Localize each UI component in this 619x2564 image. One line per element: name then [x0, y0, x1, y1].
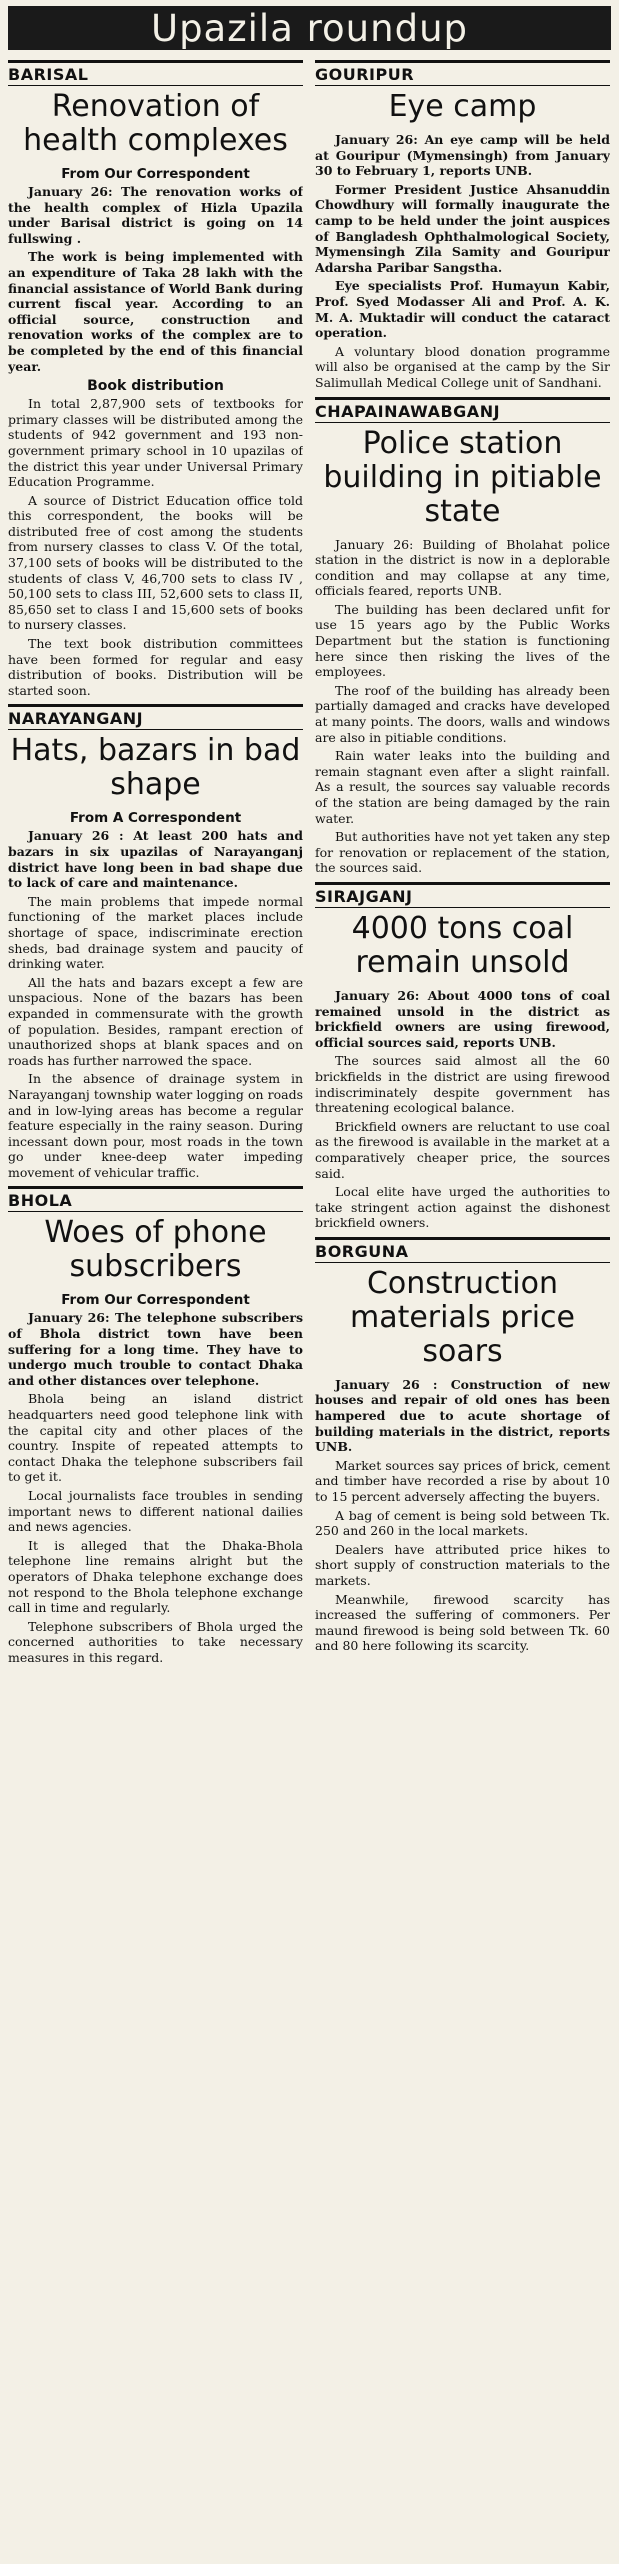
kicker-barisal: BARISAL — [8, 60, 303, 86]
kicker-borguna: BORGUNA — [315, 1237, 610, 1263]
paragraph: All the hats and bazars except a few are unspacious. None of the bazars has been expanded in commensurate with the growth of population. Besides, rampant erection of unauthorized shops at blank spaces and on roads has further narrowed the space. — [8, 974, 303, 1068]
left-column — [8, 56, 303, 1672]
paragraph: Meanwhile, firewood scarcity has increased the suffering of commoners. Per maund firewood is being sold between Tk. 60 and 80 here following its scarcity. — [315, 1591, 610, 1654]
paragraph: It is alleged that the Dhaka-Bhola telephone line remains alright but the operators of Dhaka telephone exchange does not respond to the Bhola telephone exchange call in time and regularly. — [8, 1537, 303, 1616]
headline-borguna: Construction materials price soars — [349, 1265, 576, 1369]
byline-narayanganj: From A Correspondent — [69, 810, 242, 827]
paragraph: The sources said almost all the 60 brickfields in the district are using firewood indiscriminately despite government has threatening ecological balance. — [315, 1053, 610, 1116]
headline-chapainawabganj: Police station building in pitiable state — [323, 425, 602, 529]
right-column — [315, 56, 610, 1672]
paragraph: Local elite have urged the authorities to take stringent action against the dishonest brickfield owners. — [315, 1184, 610, 1231]
paragraph: The text book distribution committees have been formed for regular and easy distribution of books. Distribution will be started soon. — [8, 636, 303, 698]
paragraph: A bag of cement is being sold between Tk. 250 and 260 in the local markets. — [315, 1507, 610, 1539]
section-banner: Upazila roundup — [8, 6, 611, 50]
story-barisal — [8, 60, 303, 698]
paragraph: January 26: An eye camp will be held at Gouripur (Mymensingh) from January 30 to February 1, reports UNB. — [315, 132, 610, 179]
kicker-gouripur: GOURIPUR — [315, 60, 610, 86]
paragraph: Rain water leaks into the building and remain stagnant even after a slight rainfall. As a result, the sources say valuable records of the station are being damaged by the rain water. — [315, 748, 610, 826]
paragraph: Eye specialists Prof. Humayun Kabir, Prof. Syed Modasser Ali and Prof. A. K. M. A. Muktadir will conduct the cataract operation. — [315, 278, 610, 341]
subhead-book-distribution: Book distribution — [87, 378, 224, 395]
headline-bhola: Woes of phone subscribers — [44, 1215, 267, 1285]
paragraph: Market sources say prices of brick, cement and timber have recorded a rise by about 10 to 15 percent adversely affecting the buyers. — [315, 1457, 610, 1505]
paragraph: Dealers have attributed price hikes to short supply of construction materials to the markets. — [315, 1541, 610, 1588]
paragraph: The roof of the building has already been partially damaged and cracks have developed at many points. The doors, walls and windows are also in pitiable conditions. — [315, 682, 610, 745]
paragraph: Telephone subscribers of Bhola urged the concerned authorities to take necessary measures in this regard. — [8, 1618, 303, 1665]
paragraph: The main problems that impede normal functioning of the market places include shortage of space, indiscriminate erection sheds, bad drainage system and paucity of drinking water. — [8, 893, 303, 972]
story-borguna — [315, 1237, 610, 1654]
paragraph: January 26 : At least 200 hats and bazars in six upazilas of Narayanganj district have long been in bad shape due to lack of care and maintenance. — [8, 828, 303, 891]
paragraph: The work is being implemented with an expenditure of Taka 28 lakh with the financial assistance of World Bank during current fiscal year. According to an official source, construction and renovation works of the complex are to be completed by the end of this financial year. — [8, 249, 303, 374]
newspaper-page — [0, 6, 619, 2564]
story-bhola — [8, 1186, 303, 1665]
paragraph: January 26: The telephone subscribers of Bhola district town have been suffering for a long time. They have to undergo much trouble to contact Dhaka and other distances over telephone. — [8, 1310, 303, 1388]
byline-barisal: From Our Correspondent — [61, 166, 250, 182]
paragraph: January 26: Building of Bholahat police station in the district is now in a deplorable condition and may collapse at any time, officials feared, reports UNB. — [315, 536, 610, 599]
kicker-chapainawabganj: CHAPAINAWABGANJ — [315, 397, 610, 423]
paragraph: Former President Justice Ahsanuddin Chowdhury will formally inaugurate the camp to be held under the joint auspices of Bangladesh Ophthalmological Society, Mymensingh Zila Samity and Gouripur Adarsha Paribar Sangstha. — [315, 181, 610, 275]
story-chapainawabganj — [315, 397, 610, 876]
headline-barisal: Renovation of health complexes — [23, 89, 288, 158]
headline-sirajganj: 4000 tons coal remain unsold — [351, 910, 574, 980]
paragraph: In the absence of drainage system in Narayanganj township water logging on roads and in low-lying areas has become a regular feature especially in the rainy season. During incessant down pour, most roads in the town go under knee-deep water impeding movement of vehicular traffic. — [8, 1071, 303, 1180]
paragraph: The building has been declared unfit for use 15 years ago by the Public Works Department but the station is functioning here since then risking the lives of the employees. — [315, 601, 610, 680]
paragraph: Bhola being an island district headquarters need good telephone link with the capital city and other places of the country. Inspite of repeated attempts to contact Dhaka the telephone subscribers fail to get it. — [8, 1391, 303, 1485]
paragraph: Local journalists face troubles in sending important news to different national dailies and news agencies. — [8, 1488, 303, 1535]
kicker-sirajganj: SIRAJGANJ — [315, 882, 610, 908]
paragraph: A source of District Education office told this correspondent, the books will be distributed free of cost among the students from nursery classes to class V. Of the total, 37,100 sets of books will be distributed to the students of class V, 46,700 sets to class IV , 50,100 sets to class III, 52,600 sets to class II, 85,650 set to class I and 15,600 sets of books to nursery classes. — [8, 492, 303, 633]
headline-gouripur: Eye camp — [388, 89, 537, 124]
paragraph: But authorities have not yet taken any step for renovation or replacement of the station, the sources said. — [315, 829, 610, 876]
paragraph: Brickfield owners are reluctant to use coal as the firewood is available in the market at a comparatively cheaper price, the sources said. — [315, 1118, 610, 1181]
paragraph: In total 2,87,900 sets of textbooks for primary classes will be distributed among the students of 942 government and 193 non-government primary school in 10 upazilas of the district this year under Universal Primary Education Programme. — [8, 396, 303, 490]
story-narayanganj — [8, 704, 303, 1180]
columns — [8, 56, 611, 1672]
byline-bhola: From Our Correspondent — [61, 1292, 250, 1309]
paragraph: January 26: About 4000 tons of coal remained unsold in the district as brickfield owners are using firewood, official sources said, reports UNB. — [315, 987, 610, 1050]
story-gouripur — [315, 60, 610, 391]
headline-narayanganj: Hats, bazars in bad shape — [10, 733, 301, 803]
paragraph: January 26 : Construction of new houses and repair of old ones has been hampered due to acute shortage of building materials in the district, reports UNB. — [315, 1376, 610, 1455]
kicker-bhola: BHOLA — [8, 1186, 303, 1212]
paragraph: A voluntary blood donation programme will also be organised at the camp by the Sir Salimullah Medical College unit of Sandhani. — [315, 343, 610, 390]
paragraph: January 26: The renovation works of the health complex of Hizla Upazila under Barisal district is going on 14 fullswing . — [8, 184, 303, 246]
kicker-narayanganj: NARAYANGANJ — [8, 704, 303, 730]
story-sirajganj — [315, 882, 610, 1231]
